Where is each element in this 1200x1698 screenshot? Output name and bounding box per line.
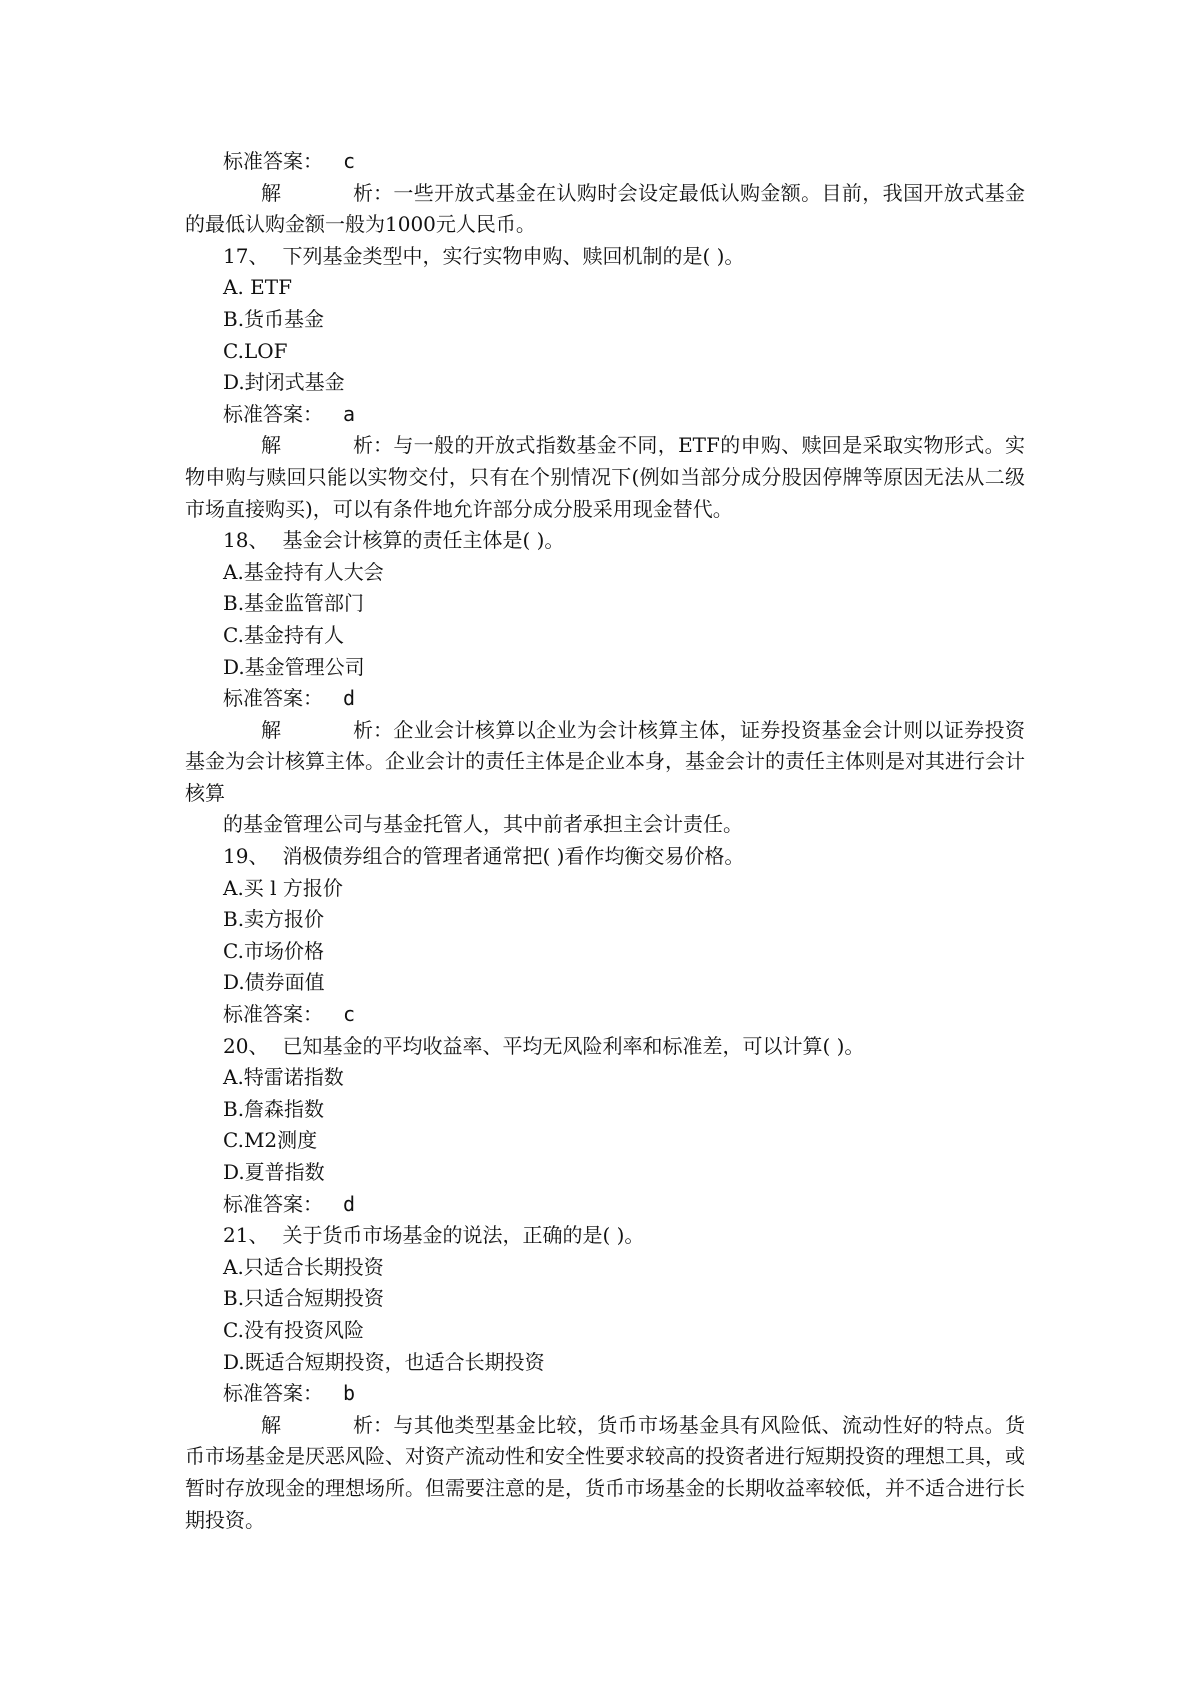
answer-label: 标准答案：	[223, 401, 323, 426]
analysis-label-jie: 解	[261, 433, 281, 458]
question-line	[185, 525, 1025, 557]
answer-value: c	[343, 1002, 356, 1027]
analysis-label-xi: 析：	[353, 1412, 393, 1437]
option-line: D.基金管理公司	[223, 654, 365, 679]
analysis-label-jie: 解	[261, 1412, 281, 1437]
option-line: B.詹森指数	[223, 1096, 325, 1121]
question-text: 已知基金的平均收益率、平均无风险利率和标准差，可以计算( )。	[282, 1033, 865, 1058]
option-line: D.封闭式基金	[223, 370, 345, 395]
option-line: C.市场价格	[223, 938, 324, 963]
option-line: D.夏普指数	[223, 1160, 325, 1184]
answer-label: 标准答案：	[223, 1002, 323, 1027]
answer-line	[185, 146, 1025, 178]
answer-line	[185, 1189, 1025, 1221]
answer-value: d	[343, 686, 356, 711]
analysis-text: 与一般的开放式指数基金不同，ETF的申购、赎回是采取实物形式。实物申购与赎回只能以实物交付，只有在个别情况下(例如当部分成分股因停牌等原因无法从二级市场直接购买)，可以有条件地允许部分成分股采用现金替代。	[185, 433, 1025, 521]
option-line: A.特雷诺指数	[223, 1065, 344, 1090]
analysis-paragraph	[185, 715, 1025, 810]
option-line: A. ETF	[223, 275, 292, 300]
text-line: 的基金管理公司与基金托管人，其中前者承担主会计责任。	[223, 812, 743, 837]
analysis-label-xi: 析：	[353, 180, 393, 205]
question-number: 20、	[223, 1033, 269, 1058]
answer-line	[185, 683, 1025, 715]
analysis-label-jie: 解	[261, 180, 281, 205]
answer-label: 标准答案：	[223, 686, 323, 711]
option-line: A.基金持有人大会	[223, 559, 384, 584]
answer-value: a	[343, 401, 356, 426]
analysis-label-xi: 析：	[353, 433, 393, 458]
question-number: 18、	[223, 528, 269, 553]
option-line: D.债券面值	[223, 970, 325, 995]
answer-line	[185, 399, 1025, 431]
question-line	[185, 1220, 1025, 1252]
question-line	[185, 1031, 1025, 1063]
answer-line	[185, 999, 1025, 1031]
question-line	[185, 841, 1025, 873]
question-line	[185, 241, 1025, 273]
answer-label: 标准答案：	[223, 1381, 323, 1406]
question-text: 基金会计核算的责任主体是( )。	[282, 528, 565, 553]
question-number: 17、	[223, 243, 269, 268]
option-line: B.货币基金	[223, 306, 325, 331]
option-line: B.卖方报价	[223, 907, 325, 932]
answer-value: d	[343, 1191, 356, 1216]
option-line: C.基金持有人	[223, 622, 344, 647]
option-line: C.没有投资风险	[223, 1317, 364, 1342]
question-number: 19、	[223, 844, 269, 869]
question-number: 21、	[223, 1223, 269, 1248]
option-line: B.基金监管部门	[223, 591, 365, 616]
analysis-text: 与其他类型基金比较，货币市场基金具有风险低、流动性好的特点。货币市场基金是厌恶风险、对资产流动性和安全性要求较高的投资者进行短期投资的理想工具，或暂时存放现金的理想场所。但需要注意的是，货币市场基金的长期收益率较低，并不适合进行长期投资。	[185, 1412, 1025, 1532]
answer-label: 标准答案：	[223, 149, 323, 173]
analysis-text: 一些开放式基金在认购时会设定最低认购金额。目前，我国开放式基金的最低认购金额一般为1000元人民币。	[185, 180, 1025, 237]
analysis-label-jie: 解	[261, 717, 281, 742]
analysis-paragraph	[185, 178, 1025, 241]
option-line: A.买 l 方报价	[223, 875, 343, 900]
answer-line	[185, 1378, 1025, 1410]
answer-value: b	[343, 1381, 356, 1406]
analysis-label-xi: 析：	[353, 717, 393, 742]
analysis-text: 企业会计核算以企业为会计核算主体，证券投资基金会计则以证券投资基金为会计核算主体。企业会计的责任主体是企业本身，基金会计的责任主体则是对其进行会计核算	[185, 717, 1025, 805]
question-text: 下列基金类型中，实行实物申购、赎回机制的是( )。	[282, 243, 745, 268]
answer-label: 标准答案：	[223, 1191, 323, 1216]
option-line: C.M2测度	[223, 1128, 318, 1153]
question-text: 关于货币市场基金的说法，正确的是( )。	[282, 1223, 645, 1248]
option-line: B.只适合短期投资	[223, 1286, 385, 1311]
answer-value: c	[343, 149, 356, 173]
document-body	[185, 146, 1025, 1536]
analysis-paragraph	[185, 1410, 1025, 1536]
analysis-paragraph	[185, 430, 1025, 525]
question-text: 消极债券组合的管理者通常把( )看作均衡交易价格。	[282, 844, 745, 869]
option-line: C.LOF	[223, 338, 288, 363]
option-line: D.既适合短期投资，也适合长期投资	[223, 1349, 545, 1374]
option-line: A.只适合长期投资	[223, 1254, 384, 1279]
